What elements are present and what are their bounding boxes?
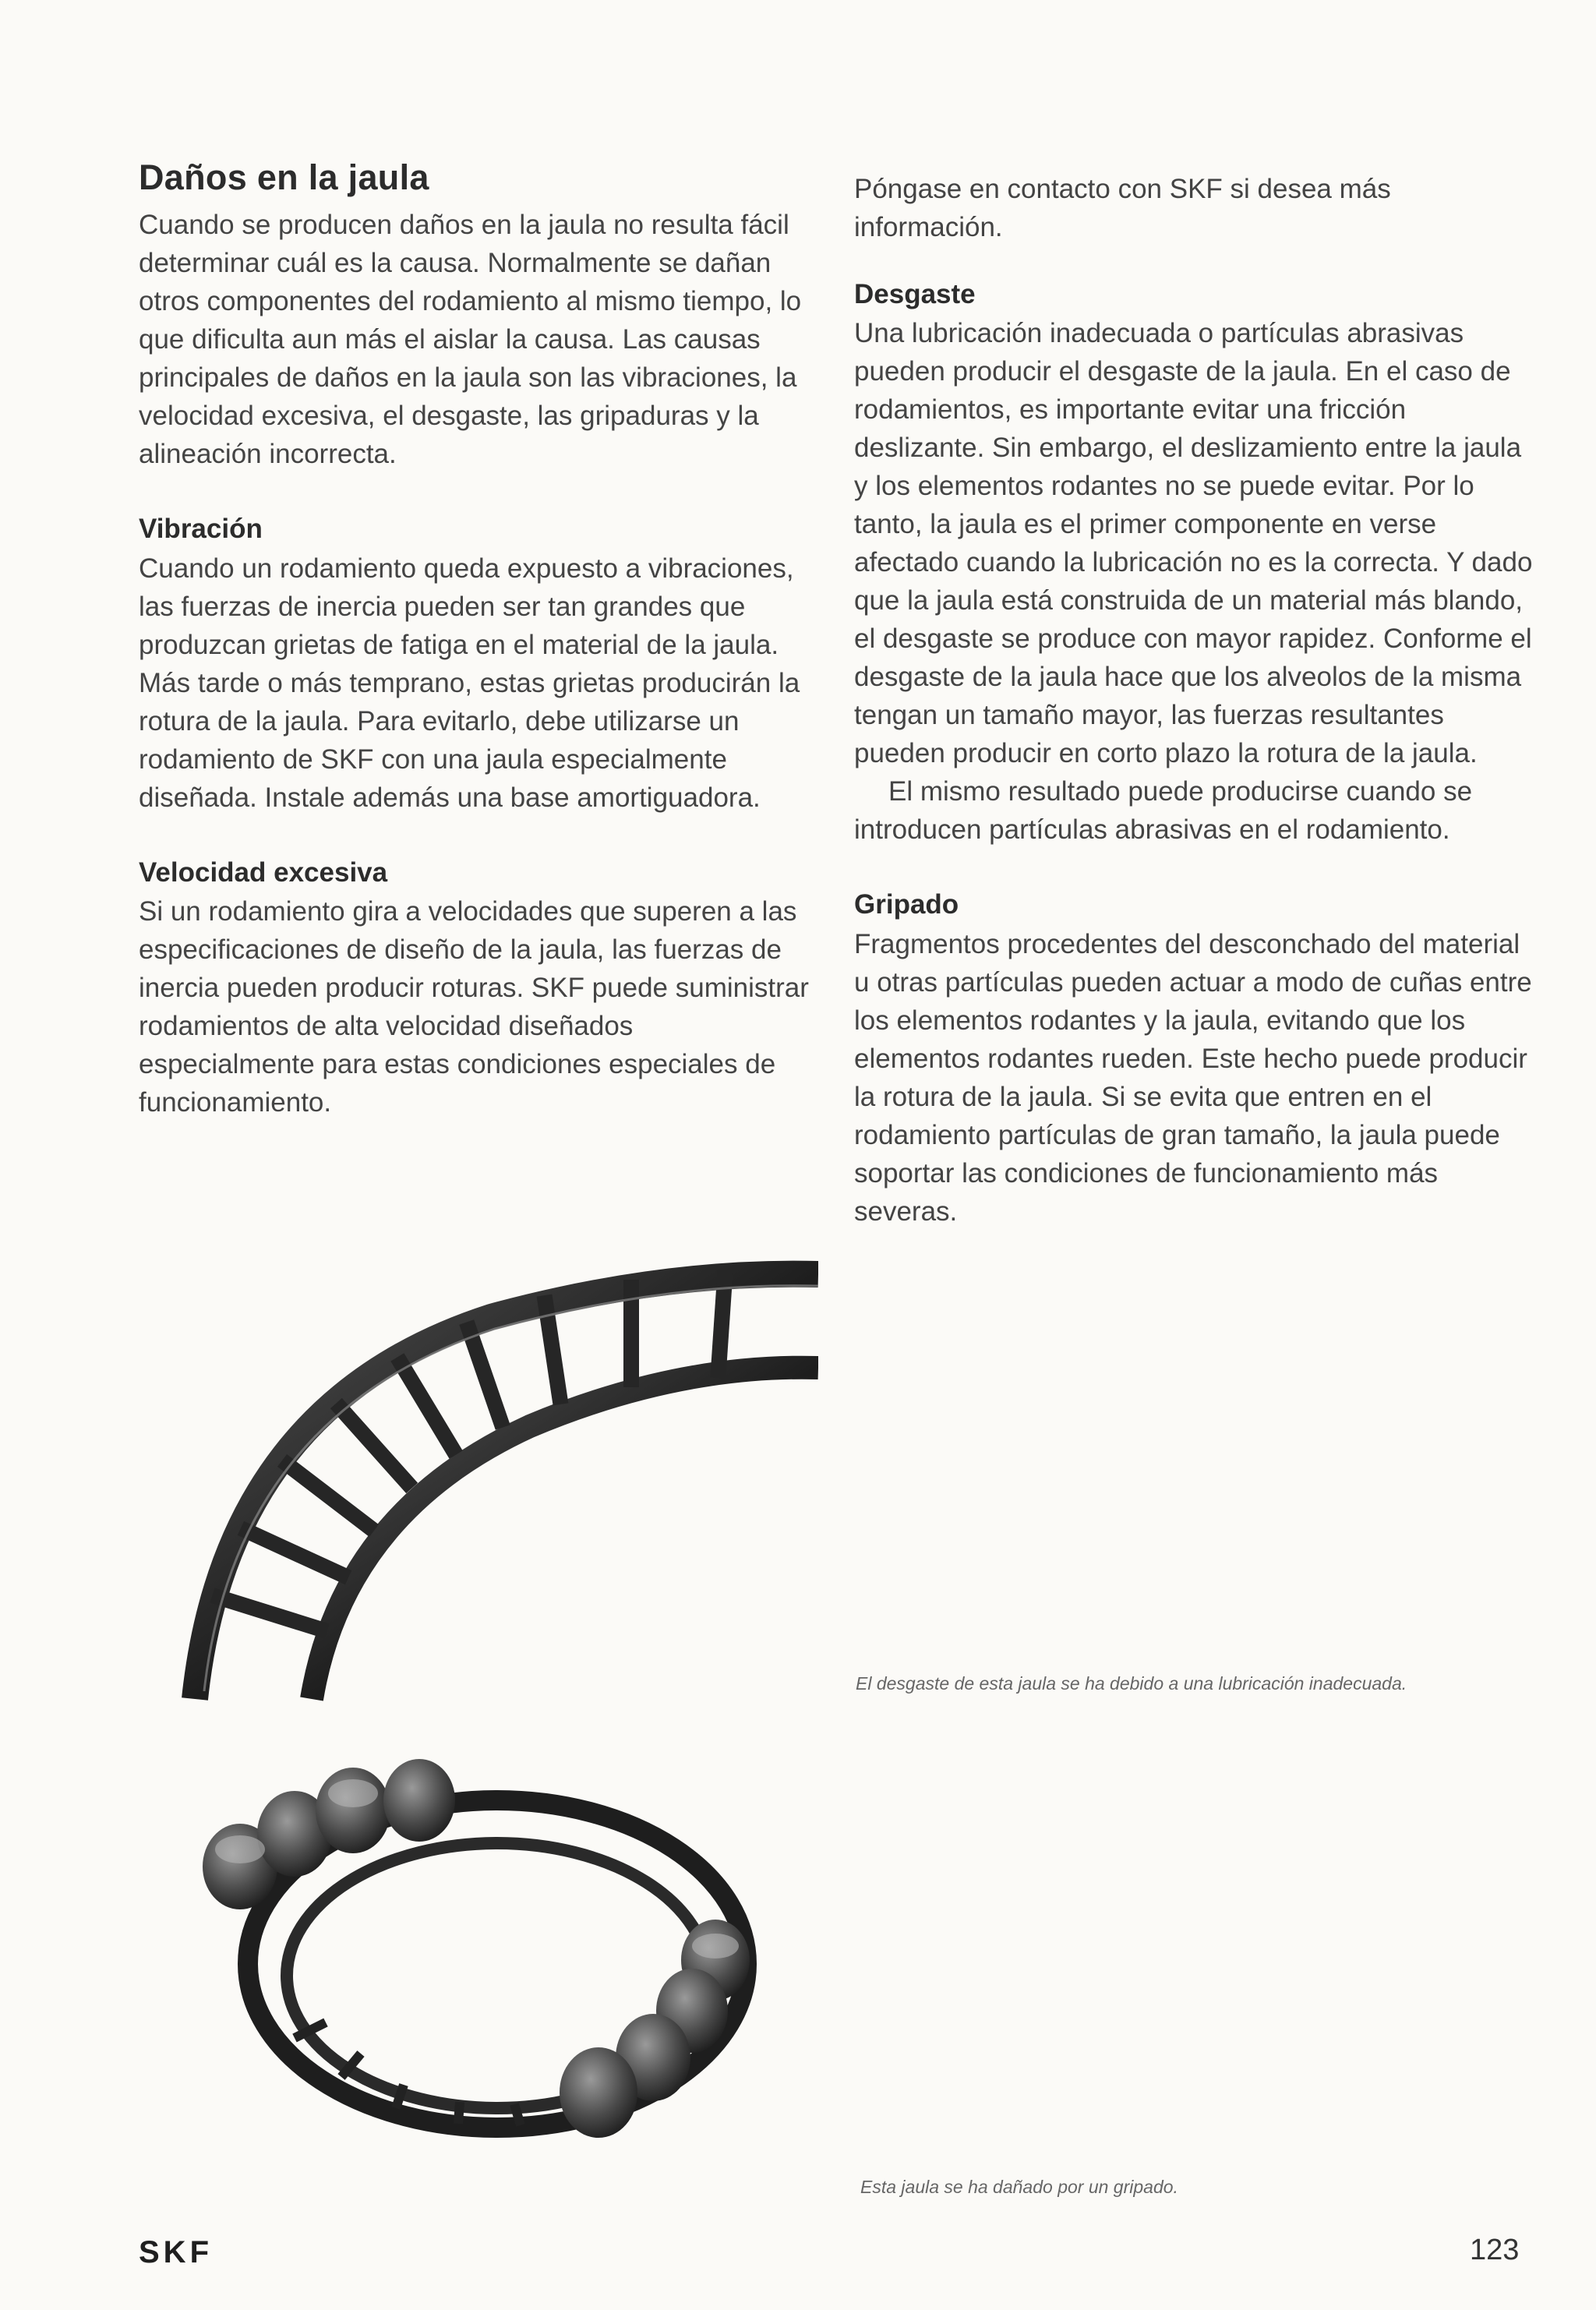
- intro-paragraph: Cuando se producen daños en la jaula no resulta fácil determinar cuál es la causa. Normalmente se dañan otros componentes del rodamiento al mismo tiempo, lo que dificulta aun más el aislar la causa. Las causas principales de daños en la jaula son las vibraciones, la velocidad excesiva, el desgaste, las gripaduras y la alineación incorrecta.: [139, 210, 802, 470]
- gripado-paragraph: Fragmentos procedentes del desconchado del material u otras partículas pueden actuar a modo de cuñas entre los elementos rodantes y la jaula, evitando que los elementos rodantes rueden. Este hecho puede producir la rotura de la jaula. Si se evita que entren en el rodamiento partículas de gran tamaño, la jaula puede soportar las condiciones de funcionamiento más severas.: [854, 928, 1532, 1227]
- velocidad-paragraph: Si un rodamiento gira a velocidades que superen a las especificaciones de diseño de la jaula, las fuerzas de inercia pueden producir roturas. SKF puede suministrar rodamientos de alta velocidad diseñados especialmente para estas condiciones especiales de funcionamiento.: [139, 895, 809, 1118]
- gripado-heading: Gripado: [854, 889, 959, 920]
- page-title: Daños en la jaula: [139, 157, 429, 197]
- vibracion-paragraph: Cuando un rodamiento queda expuesto a vibraciones, las fuerzas de inercia pueden ser tan grandes que produzcan grietas de fatiga en el material de la jaula. Más tarde o más temprano, estas grietas producirán la rotura de la jaula. Para evitarlo, debe utilizarse un rodamiento de SKF con una jaula especialmente diseñada. Instale además una base amortiguadora.: [139, 553, 800, 813]
- seized-cage-photo: [193, 1742, 786, 2163]
- skf-logo: SKF: [139, 2235, 213, 2269]
- contact-paragraph: Póngase en contacto con SKF si desea más información.: [854, 174, 1391, 242]
- caption-worn-cage: El desgaste de esta jaula se ha debido a una lubricación inadecuada.: [856, 1673, 1407, 1694]
- velocidad-heading: Velocidad excesiva: [139, 857, 388, 888]
- desgaste-paragraph: Una lubricación inadecuada o partículas abrasivas pueden producir el desgaste de la jaula. En el caso de rodamientos, es importante evitar una fricción deslizante. Sin embargo, el deslizamiento entre la jaula y los elementos rodantes no se puede evitar. Por lo tanto, la jaula es el primer componente en verse afectado cuando la lubricación no es la correcta. Y dado que la jaula está construida de un material más blando, el desgaste se produce con mayor rapidez. Conforme el desgaste de la jaula hace que los alveolos de la misma tengan un tamaño mayor, las fuerzas resultantes pueden producir en corto plazo la rotura de la jaula.: [854, 318, 1533, 769]
- desgaste-heading: Desgaste: [854, 279, 976, 309]
- worn-cage-photo: [164, 1231, 818, 1707]
- desgaste-paragraph-2: El mismo resultado puede producirse cuando se introducen partículas abrasivas en el rodamiento.: [854, 776, 1473, 846]
- right-column: [854, 170, 1540, 1231]
- left-column: [139, 156, 809, 1121]
- vibracion-heading: Vibración: [139, 514, 263, 545]
- caption-seized-cage: Esta jaula se ha dañado por un gripado.: [860, 2177, 1178, 2197]
- page-number: 123: [1470, 2234, 1520, 2266]
